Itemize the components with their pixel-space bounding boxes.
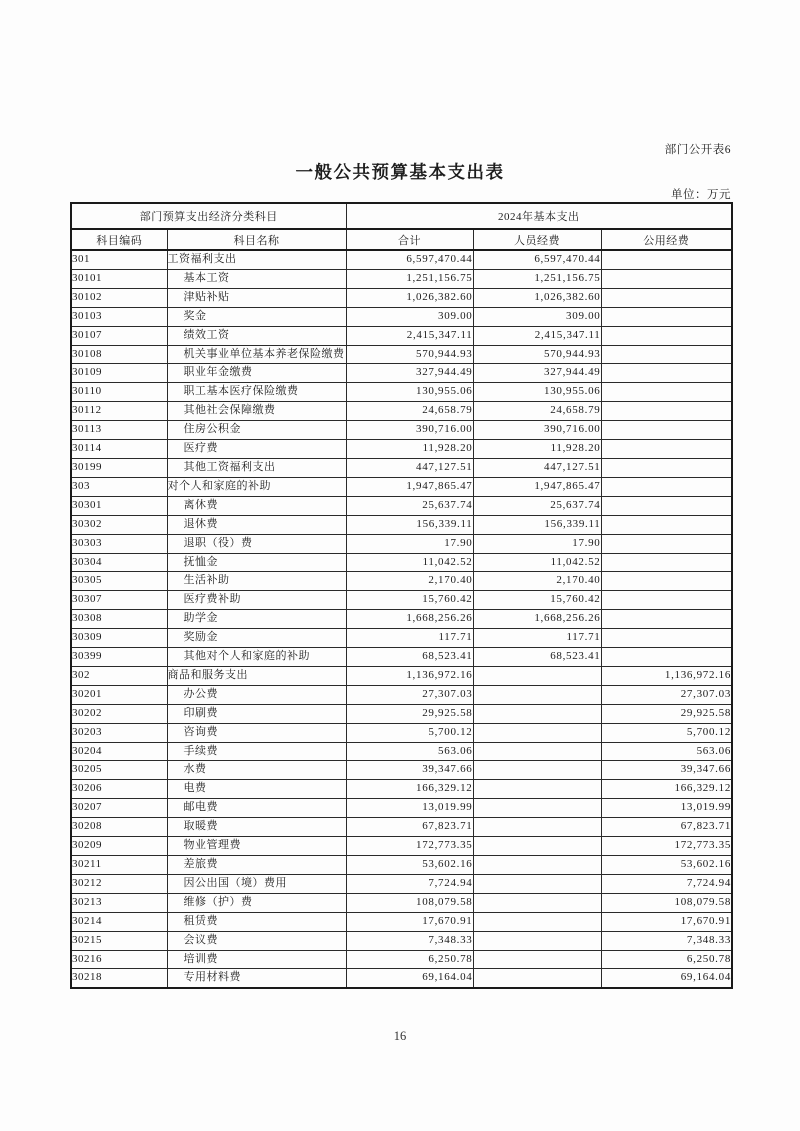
table-row	[71, 421, 732, 440]
table-row	[71, 950, 732, 969]
public-cell	[601, 648, 732, 667]
code-cell: 30216	[71, 950, 167, 969]
code-cell: 30114	[71, 440, 167, 459]
name-cell: 医疗费补助	[167, 591, 346, 610]
code-cell: 30102	[71, 288, 167, 307]
total-cell: 1,251,156.75	[346, 269, 473, 288]
header-group-row	[71, 203, 732, 229]
personnel-cell: 17.90	[473, 534, 601, 553]
personnel-cell	[473, 704, 601, 723]
table-row	[71, 742, 732, 761]
total-cell: 53,602.16	[346, 856, 473, 875]
table-row	[71, 515, 732, 534]
personnel-cell	[473, 856, 601, 875]
unit-label: 单位：万元	[671, 189, 731, 201]
page-number: 16	[393, 1029, 407, 1043]
name-cell: 咨询费	[167, 723, 346, 742]
total-cell: 5,700.12	[346, 723, 473, 742]
personnel-cell	[473, 780, 601, 799]
name-cell: 电费	[167, 780, 346, 799]
table-row	[71, 856, 732, 875]
personnel-cell: 156,339.11	[473, 515, 601, 534]
personnel-cell	[473, 723, 601, 742]
name-cell: 退职（役）费	[167, 534, 346, 553]
code-cell: 30108	[71, 345, 167, 364]
personnel-cell	[473, 969, 601, 988]
code-cell: 30399	[71, 648, 167, 667]
personnel-cell: 1,251,156.75	[473, 269, 601, 288]
name-cell: 基本工资	[167, 269, 346, 288]
table-row	[71, 553, 732, 572]
total-cell: 69,164.04	[346, 969, 473, 988]
personnel-cell	[473, 818, 601, 837]
name-cell: 物业管理费	[167, 837, 346, 856]
code-cell: 303	[71, 477, 167, 496]
code-cell: 30305	[71, 572, 167, 591]
table-row	[71, 780, 732, 799]
code-cell: 30110	[71, 383, 167, 402]
code-cell: 30109	[71, 364, 167, 383]
header-columns-row	[71, 229, 732, 250]
code-cell: 30203	[71, 723, 167, 742]
personnel-cell: 309.00	[473, 307, 601, 326]
code-cell: 30207	[71, 799, 167, 818]
table-row	[71, 969, 732, 988]
code-cell: 30212	[71, 874, 167, 893]
total-cell: 24,658.79	[346, 402, 473, 421]
personnel-cell: 1,947,865.47	[473, 477, 601, 496]
total-cell: 2,415,347.11	[346, 326, 473, 345]
table-row	[71, 799, 732, 818]
table-row	[71, 591, 732, 610]
public-cell	[601, 402, 732, 421]
table-row	[71, 610, 732, 629]
table-row	[71, 326, 732, 345]
name-cell: 绩效工资	[167, 326, 346, 345]
table-row	[71, 269, 732, 288]
name-cell: 邮电费	[167, 799, 346, 818]
table-row	[71, 761, 732, 780]
code-cell: 30214	[71, 912, 167, 931]
personnel-cell: 117.71	[473, 629, 601, 648]
code-cell: 30309	[71, 629, 167, 648]
name-cell: 离休费	[167, 496, 346, 515]
table-row	[71, 364, 732, 383]
public-cell: 5,700.12	[601, 723, 732, 742]
public-cell: 6,250.78	[601, 950, 732, 969]
code-cell: 30201	[71, 685, 167, 704]
total-cell: 156,339.11	[346, 515, 473, 534]
personnel-cell: 68,523.41	[473, 648, 601, 667]
name-cell: 维修（护）费	[167, 893, 346, 912]
code-cell: 30303	[71, 534, 167, 553]
code-cell: 30213	[71, 893, 167, 912]
total-cell: 7,348.33	[346, 931, 473, 950]
total-cell: 390,716.00	[346, 421, 473, 440]
total-cell: 6,250.78	[346, 950, 473, 969]
personnel-cell	[473, 931, 601, 950]
total-cell: 172,773.35	[346, 837, 473, 856]
personnel-cell: 570,944.93	[473, 345, 601, 364]
table-row	[71, 440, 732, 459]
name-cell: 培训费	[167, 950, 346, 969]
name-cell: 对个人和家庭的补助	[167, 477, 346, 496]
public-cell: 27,307.03	[601, 685, 732, 704]
code-cell: 301	[71, 250, 167, 269]
public-cell: 172,773.35	[601, 837, 732, 856]
total-cell: 327,944.49	[346, 364, 473, 383]
personnel-cell	[473, 685, 601, 704]
public-cell	[601, 250, 732, 269]
total-cell: 130,955.06	[346, 383, 473, 402]
total-cell: 68,523.41	[346, 648, 473, 667]
public-cell: 17,670.91	[601, 912, 732, 931]
personnel-cell	[473, 837, 601, 856]
table-row	[71, 818, 732, 837]
total-cell: 15,760.42	[346, 591, 473, 610]
col-header-subject-code: 科目编码	[71, 229, 167, 250]
name-cell: 差旅费	[167, 856, 346, 875]
table-row	[71, 666, 732, 685]
table-row	[71, 893, 732, 912]
name-cell: 退休费	[167, 515, 346, 534]
table-row	[71, 648, 732, 667]
total-cell: 108,079.58	[346, 893, 473, 912]
total-cell: 67,823.71	[346, 818, 473, 837]
total-cell: 117.71	[346, 629, 473, 648]
table-header	[71, 203, 732, 250]
code-cell: 30113	[71, 421, 167, 440]
code-cell: 30218	[71, 969, 167, 988]
name-cell: 职业年金缴费	[167, 364, 346, 383]
table-row	[71, 288, 732, 307]
name-cell: 机关事业单位基本养老保险缴费	[167, 345, 346, 364]
table-row	[71, 704, 732, 723]
public-cell: 29,925.58	[601, 704, 732, 723]
name-cell: 办公费	[167, 685, 346, 704]
code-cell: 30209	[71, 837, 167, 856]
table-row	[71, 931, 732, 950]
personnel-cell: 1,026,382.60	[473, 288, 601, 307]
table-row	[71, 572, 732, 591]
total-cell: 1,136,972.16	[346, 666, 473, 685]
personnel-cell: 25,637.74	[473, 496, 601, 515]
code-cell: 30107	[71, 326, 167, 345]
name-cell: 其他社会保障缴费	[167, 402, 346, 421]
code-cell: 30101	[71, 269, 167, 288]
name-cell: 专用材料费	[167, 969, 346, 988]
header-group-basic-expenditure: 2024年基本支出	[346, 203, 732, 229]
public-cell	[601, 421, 732, 440]
public-cell	[601, 269, 732, 288]
public-cell	[601, 383, 732, 402]
public-cell	[601, 515, 732, 534]
code-cell: 30302	[71, 515, 167, 534]
code-cell: 302	[71, 666, 167, 685]
public-cell	[601, 534, 732, 553]
personnel-cell	[473, 950, 601, 969]
total-cell: 563.06	[346, 742, 473, 761]
total-cell: 17.90	[346, 534, 473, 553]
public-cell: 13,019.99	[601, 799, 732, 818]
public-cell	[601, 345, 732, 364]
table-row	[71, 629, 732, 648]
public-cell	[601, 458, 732, 477]
table-row	[71, 723, 732, 742]
code-cell: 30199	[71, 458, 167, 477]
public-cell	[601, 629, 732, 648]
name-cell: 工资福利支出	[167, 250, 346, 269]
personnel-cell: 15,760.42	[473, 591, 601, 610]
table-row	[71, 874, 732, 893]
personnel-cell: 1,668,256.26	[473, 610, 601, 629]
total-cell: 1,026,382.60	[346, 288, 473, 307]
table-row	[71, 912, 732, 931]
col-header-personnel-fund: 人员经费	[473, 229, 601, 250]
public-cell	[601, 477, 732, 496]
table-row	[71, 496, 732, 515]
public-cell: 1,136,972.16	[601, 666, 732, 685]
code-cell: 30208	[71, 818, 167, 837]
total-cell: 570,944.93	[346, 345, 473, 364]
personnel-cell: 2,170.40	[473, 572, 601, 591]
name-cell: 其他对个人和家庭的补助	[167, 648, 346, 667]
code-cell: 30202	[71, 704, 167, 723]
name-cell: 因公出国（境）费用	[167, 874, 346, 893]
budget-table	[70, 202, 733, 989]
code-cell: 30301	[71, 496, 167, 515]
table-row	[71, 458, 732, 477]
col-header-public-fund: 公用经费	[601, 229, 732, 250]
table-row	[71, 307, 732, 326]
table-body	[71, 250, 732, 988]
personnel-cell: 24,658.79	[473, 402, 601, 421]
table-row	[71, 685, 732, 704]
table-row	[71, 383, 732, 402]
public-cell	[601, 307, 732, 326]
public-cell: 67,823.71	[601, 818, 732, 837]
name-cell: 商品和服务支出	[167, 666, 346, 685]
code-cell: 30308	[71, 610, 167, 629]
personnel-cell: 390,716.00	[473, 421, 601, 440]
public-cell: 7,348.33	[601, 931, 732, 950]
table-row	[71, 402, 732, 421]
personnel-cell	[473, 742, 601, 761]
name-cell: 抚恤金	[167, 553, 346, 572]
code-cell: 30205	[71, 761, 167, 780]
total-cell: 447,127.51	[346, 458, 473, 477]
total-cell: 27,307.03	[346, 685, 473, 704]
public-cell	[601, 553, 732, 572]
name-cell: 奖金	[167, 307, 346, 326]
public-cell: 563.06	[601, 742, 732, 761]
personnel-cell: 11,042.52	[473, 553, 601, 572]
total-cell: 1,668,256.26	[346, 610, 473, 629]
table-row	[71, 345, 732, 364]
public-cell	[601, 364, 732, 383]
name-cell: 职工基本医疗保险缴费	[167, 383, 346, 402]
public-cell	[601, 496, 732, 515]
code-cell: 30215	[71, 931, 167, 950]
personnel-cell: 2,415,347.11	[473, 326, 601, 345]
total-cell: 11,042.52	[346, 553, 473, 572]
name-cell: 生活补助	[167, 572, 346, 591]
total-cell: 2,170.40	[346, 572, 473, 591]
name-cell: 奖励金	[167, 629, 346, 648]
total-cell: 6,597,470.44	[346, 250, 473, 269]
public-cell: 7,724.94	[601, 874, 732, 893]
name-cell: 水费	[167, 761, 346, 780]
code-cell: 30103	[71, 307, 167, 326]
personnel-cell	[473, 874, 601, 893]
personnel-cell: 327,944.49	[473, 364, 601, 383]
name-cell: 其他工资福利支出	[167, 458, 346, 477]
name-cell: 取暖费	[167, 818, 346, 837]
public-cell: 108,079.58	[601, 893, 732, 912]
code-cell: 30304	[71, 553, 167, 572]
public-cell	[601, 326, 732, 345]
public-cell: 53,602.16	[601, 856, 732, 875]
total-cell: 29,925.58	[346, 704, 473, 723]
name-cell: 印刷费	[167, 704, 346, 723]
col-header-subject-name: 科目名称	[167, 229, 346, 250]
name-cell: 会议费	[167, 931, 346, 950]
table-row	[71, 534, 732, 553]
table-row	[71, 477, 732, 496]
name-cell: 医疗费	[167, 440, 346, 459]
code-cell: 30204	[71, 742, 167, 761]
code-cell: 30211	[71, 856, 167, 875]
public-cell	[601, 288, 732, 307]
public-cell: 39,347.66	[601, 761, 732, 780]
personnel-cell: 6,597,470.44	[473, 250, 601, 269]
total-cell: 39,347.66	[346, 761, 473, 780]
personnel-cell: 130,955.06	[473, 383, 601, 402]
name-cell: 住房公积金	[167, 421, 346, 440]
personnel-cell: 11,928.20	[473, 440, 601, 459]
name-cell: 手续费	[167, 742, 346, 761]
sheet-label: 部门公开表6	[664, 144, 731, 156]
public-cell: 69,164.04	[601, 969, 732, 988]
table-row	[71, 250, 732, 269]
code-cell: 30307	[71, 591, 167, 610]
col-header-total: 合计	[346, 229, 473, 250]
personnel-cell	[473, 912, 601, 931]
name-cell: 津贴补贴	[167, 288, 346, 307]
personnel-cell	[473, 893, 601, 912]
personnel-cell: 447,127.51	[473, 458, 601, 477]
code-cell: 30206	[71, 780, 167, 799]
total-cell: 309.00	[346, 307, 473, 326]
page-title: 一般公共预算基本支出表	[295, 162, 505, 182]
public-cell: 166,329.12	[601, 780, 732, 799]
personnel-cell	[473, 666, 601, 685]
total-cell: 13,019.99	[346, 799, 473, 818]
total-cell: 17,670.91	[346, 912, 473, 931]
name-cell: 助学金	[167, 610, 346, 629]
total-cell: 25,637.74	[346, 496, 473, 515]
public-cell	[601, 610, 732, 629]
personnel-cell	[473, 761, 601, 780]
table-row	[71, 837, 732, 856]
public-cell	[601, 572, 732, 591]
header-group-classification: 部门预算支出经济分类科目	[71, 203, 346, 229]
name-cell: 租赁费	[167, 912, 346, 931]
total-cell: 7,724.94	[346, 874, 473, 893]
public-cell	[601, 591, 732, 610]
personnel-cell	[473, 799, 601, 818]
code-cell: 30112	[71, 402, 167, 421]
total-cell: 166,329.12	[346, 780, 473, 799]
public-cell	[601, 440, 732, 459]
total-cell: 11,928.20	[346, 440, 473, 459]
total-cell: 1,947,865.47	[346, 477, 473, 496]
